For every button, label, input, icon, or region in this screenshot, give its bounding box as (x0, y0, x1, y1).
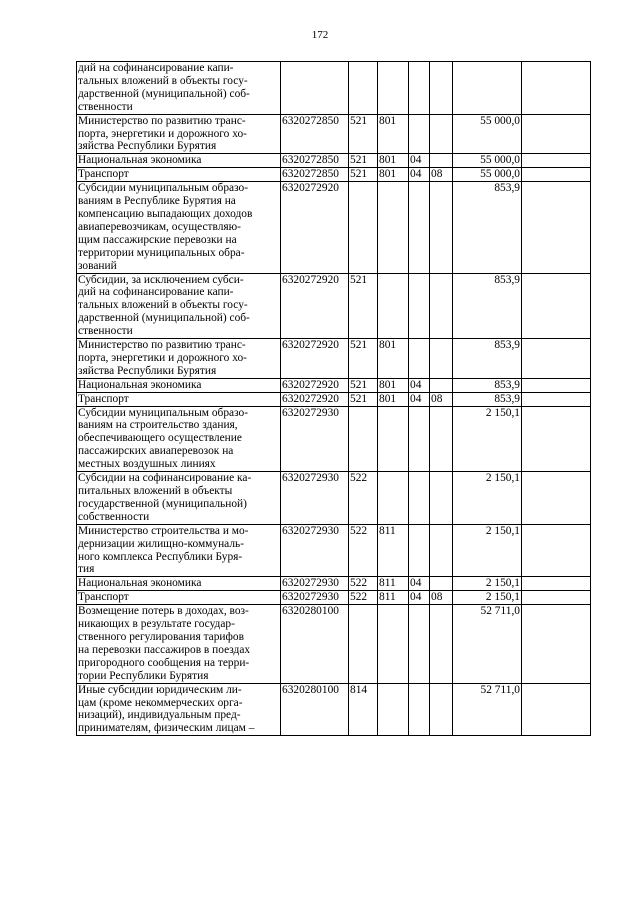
name-cell: Транспорт (77, 168, 281, 182)
expense-type-cell: 522 (349, 577, 378, 591)
expense-type-cell: 521 (349, 168, 378, 182)
empty-cell (522, 273, 591, 339)
expense-type-cell (349, 182, 378, 273)
empty-cell (522, 591, 591, 605)
empty-cell (522, 168, 591, 182)
empty-cell (522, 392, 591, 406)
budget-table-body (77, 62, 591, 736)
subsection-cell (430, 273, 453, 339)
amount-cell: 853,9 (453, 378, 522, 392)
empty-cell (522, 683, 591, 736)
name-cell: Субсидии муниципальным образо- ваниям на строительство здания, обеспечивающего осуществление пассажирских авиаперевозок на местных воздушных линиях (77, 406, 281, 472)
expense-type-cell: 521 (349, 114, 378, 154)
empty-cell (522, 114, 591, 154)
subsection-cell (430, 154, 453, 168)
table-row (77, 392, 591, 406)
code-cell: 6320272920 (281, 273, 349, 339)
section-cell: 04 (409, 378, 430, 392)
section-cell: 04 (409, 591, 430, 605)
page-number: 172 (311, 29, 329, 41)
subsection-cell (430, 339, 453, 379)
subsection-cell (430, 524, 453, 577)
ministry-code-cell: 811 (378, 524, 409, 577)
code-cell: 6320272920 (281, 392, 349, 406)
expense-type-cell (349, 406, 378, 472)
empty-cell (522, 182, 591, 273)
amount-cell: 853,9 (453, 339, 522, 379)
code-cell: 6320280100 (281, 605, 349, 683)
subsection-cell (430, 406, 453, 472)
subsection-cell (430, 114, 453, 154)
ministry-code-cell: 801 (378, 392, 409, 406)
expense-type-cell: 521 (349, 392, 378, 406)
section-cell (409, 524, 430, 577)
name-cell: Национальная экономика (77, 378, 281, 392)
expense-type-cell: 814 (349, 683, 378, 736)
ministry-code-cell: 801 (378, 339, 409, 379)
subsection-cell (430, 605, 453, 683)
table-row (77, 472, 591, 525)
expense-type-cell: 521 (349, 378, 378, 392)
name-cell: Министерство по развитию транс- порта, энергетики и дорожного хо- зяйства Республики Бурятия (77, 339, 281, 379)
name-cell: Субсидии на софинансирование ка- питальных вложений в объекты государственной (муниципальной) собственности (77, 472, 281, 525)
section-cell: 04 (409, 168, 430, 182)
amount-cell: 52 711,0 (453, 683, 522, 736)
ministry-code-cell: 801 (378, 114, 409, 154)
expense-type-cell: 521 (349, 339, 378, 379)
amount-cell: 2 150,1 (453, 406, 522, 472)
expense-type-cell: 521 (349, 154, 378, 168)
code-cell (281, 62, 349, 115)
code-cell: 6320272850 (281, 114, 349, 154)
ministry-code-cell (378, 472, 409, 525)
expense-type-cell (349, 605, 378, 683)
code-cell: 6320272930 (281, 406, 349, 472)
code-cell: 6320272920 (281, 182, 349, 273)
amount-cell: 2 150,1 (453, 591, 522, 605)
section-cell: 04 (409, 154, 430, 168)
name-cell: Национальная экономика (77, 154, 281, 168)
code-cell: 6320272930 (281, 472, 349, 525)
subsection-cell: 08 (430, 591, 453, 605)
amount-cell: 2 150,1 (453, 524, 522, 577)
table-row (77, 605, 591, 683)
empty-cell (522, 524, 591, 577)
table-row (77, 524, 591, 577)
section-cell (409, 182, 430, 273)
ministry-code-cell: 801 (378, 378, 409, 392)
name-cell: Иные субсидии юридическим ли- цам (кроме некоммерческих орга- низаций), индивидуальным пред- принимателям, физическим лицам – (77, 683, 281, 736)
subsection-cell (430, 683, 453, 736)
name-cell: Возмещение потерь в доходах, воз- никающих в результате государ- ственного регулирования тарифов на перевозки пассажиров в поездах пригородного сообщения на терри- тории Республики Бурятия (77, 605, 281, 683)
table-row (77, 577, 591, 591)
section-cell (409, 62, 430, 115)
table-row (77, 591, 591, 605)
ministry-code-cell (378, 182, 409, 273)
amount-cell: 55 000,0 (453, 168, 522, 182)
table-row (77, 62, 591, 115)
section-cell: 04 (409, 392, 430, 406)
expense-type-cell: 522 (349, 524, 378, 577)
subsection-cell (430, 378, 453, 392)
ministry-code-cell (378, 62, 409, 115)
empty-cell (522, 605, 591, 683)
amount-cell: 853,9 (453, 273, 522, 339)
expense-type-cell: 522 (349, 472, 378, 525)
section-cell (409, 406, 430, 472)
ministry-code-cell: 801 (378, 168, 409, 182)
code-cell: 6320272920 (281, 378, 349, 392)
subsection-cell: 08 (430, 392, 453, 406)
ministry-code-cell: 801 (378, 154, 409, 168)
name-cell: Транспорт (77, 392, 281, 406)
code-cell: 6320272850 (281, 154, 349, 168)
subsection-cell (430, 182, 453, 273)
name-cell: Транспорт (77, 591, 281, 605)
name-cell: Министерство строительства и мо- дернизации жилищно-коммуналь- ного комплекса Республики Буря- тия (77, 524, 281, 577)
amount-cell: 52 711,0 (453, 605, 522, 683)
ministry-code-cell: 811 (378, 577, 409, 591)
amount-cell (453, 62, 522, 115)
table-row (77, 378, 591, 392)
expense-type-cell: 522 (349, 591, 378, 605)
amount-cell: 2 150,1 (453, 472, 522, 525)
empty-cell (522, 62, 591, 115)
section-cell (409, 273, 430, 339)
expense-type-cell: 521 (349, 273, 378, 339)
empty-cell (522, 339, 591, 379)
code-cell: 6320272850 (281, 168, 349, 182)
amount-cell: 55 000,0 (453, 154, 522, 168)
ministry-code-cell: 811 (378, 591, 409, 605)
name-cell: Субсидии муниципальным образо- ваниям в Республике Бурятия на компенсацию выпадающих доходов авиаперевозчикам, осуществляю- щим пассажирские перевозки на территории муниципальных обра- зований (77, 182, 281, 273)
ministry-code-cell (378, 273, 409, 339)
section-cell (409, 683, 430, 736)
code-cell: 6320272930 (281, 591, 349, 605)
ministry-code-cell (378, 683, 409, 736)
empty-cell (522, 378, 591, 392)
name-cell: Субсидии, за исключением субси- дий на софинансирование капи- тальных вложений в объекты госу- дарственной (муниципальной) соб- ственности (77, 273, 281, 339)
subsection-cell (430, 62, 453, 115)
amount-cell: 2 150,1 (453, 577, 522, 591)
budget-table (76, 61, 591, 736)
table-row (77, 154, 591, 168)
ministry-code-cell (378, 406, 409, 472)
section-cell (409, 472, 430, 525)
empty-cell (522, 577, 591, 591)
table-row (77, 406, 591, 472)
subsection-cell (430, 577, 453, 591)
subsection-cell: 08 (430, 168, 453, 182)
code-cell: 6320272930 (281, 524, 349, 577)
empty-cell (522, 154, 591, 168)
code-cell: 6320272920 (281, 339, 349, 379)
name-cell: Министерство по развитию транс- порта, энергетики и дорожного хо- зяйства Республики Бурятия (77, 114, 281, 154)
amount-cell: 853,9 (453, 392, 522, 406)
section-cell (409, 339, 430, 379)
name-cell: дий на софинансирование капи- тальных вложений в объекты госу- дарственной (муниципальной) соб- ственности (77, 62, 281, 115)
table-row (77, 273, 591, 339)
empty-cell (522, 472, 591, 525)
ministry-code-cell (378, 605, 409, 683)
table-row (77, 339, 591, 379)
section-cell (409, 605, 430, 683)
table-row (77, 168, 591, 182)
amount-cell: 853,9 (453, 182, 522, 273)
table-row (77, 114, 591, 154)
section-cell (409, 114, 430, 154)
empty-cell (522, 406, 591, 472)
section-cell: 04 (409, 577, 430, 591)
amount-cell: 55 000,0 (453, 114, 522, 154)
table-row (77, 683, 591, 736)
table-row (77, 182, 591, 273)
subsection-cell (430, 472, 453, 525)
code-cell: 6320280100 (281, 683, 349, 736)
expense-type-cell (349, 62, 378, 115)
name-cell: Национальная экономика (77, 577, 281, 591)
code-cell: 6320272930 (281, 577, 349, 591)
